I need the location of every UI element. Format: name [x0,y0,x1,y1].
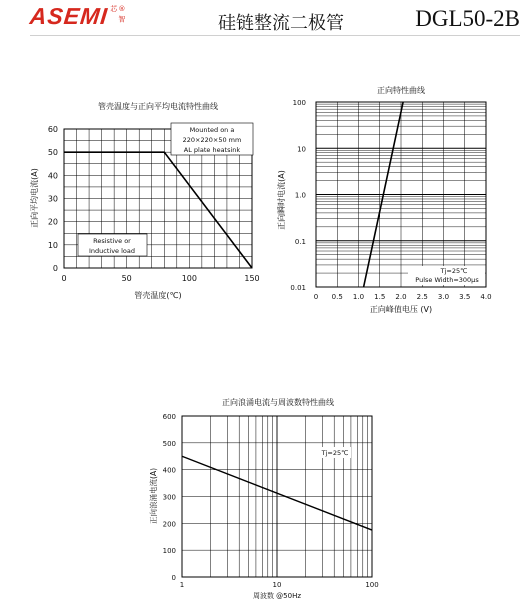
chart-grid [182,416,372,577]
x-axis-label: 周波数 @50Hz [252,592,302,600]
y-tick-label: 200 [162,520,176,529]
annotation-load-2: Inductive load [88,247,136,255]
y-tick-label: 500 [162,439,176,448]
x-tick-label: 100 [365,581,379,589]
axis-ticks [163,413,379,589]
y-tick-label: 100 [162,547,176,556]
x-tick-label: 50 [121,274,132,283]
y-axis-label: 正向瞬时电流(A) [277,170,286,230]
x-tick-label: 3.0 [437,293,450,301]
x-tick-label: 3.5 [459,293,471,301]
x-tick-label: 1.5 [374,293,386,301]
x-tick-label: 4.0 [480,293,492,301]
x-axis-label: 正向峰值电压 (V) [369,305,433,314]
asemi-logo [30,4,126,28]
y-tick-label: 50 [47,148,58,158]
forward-characteristic-chart [270,80,510,320]
annotation-pulse: Pulse Width=300μs [415,276,479,284]
temp-current-chart [25,95,265,315]
annotation-mounting-2: 220×220×50 mm [182,136,242,144]
x-axis-label: 管壳温度(℃) [134,291,182,300]
annotation-load-1: Resistive or [93,237,131,245]
logo-subtext: ® 智芯 [109,5,126,23]
y-axis-label: 正向浪涌电流(A) [149,468,158,524]
y-tick-label: 10 [47,240,58,250]
document-title: 硅链整流二极管 [218,13,344,34]
y-axis-label: 正向平均电流(A) [30,168,39,228]
surge-current-chart [145,390,395,608]
y-tick-label: 0 [52,264,58,273]
chart-grid [316,102,486,287]
y-tick-label: 100 [292,99,306,107]
header-divider [30,35,520,36]
y-tick-label: 1.0 [294,191,306,200]
chart-title: 正向浪涌电流与周波数特性曲线 [222,398,334,407]
y-tick-label: 10 [297,145,306,154]
chart-title: 正向特性曲线 [377,86,425,95]
y-tick-label: 40 [47,171,58,181]
y-tick-label: 300 [162,493,176,502]
y-tick-label: 20 [47,217,58,227]
annotation-mounting-3: AL plate heatsink [183,146,241,154]
x-tick-label: 150 [244,274,260,283]
annotation-tj: Tj=25℃ [321,449,349,457]
x-tick-label: 1.0 [352,293,365,301]
x-tick-label: 0 [313,293,319,301]
x-tick-label: 2.5 [416,293,428,301]
annotation-mounting-1: Mounted on a [189,126,235,134]
y-tick-label: 0.1 [294,237,306,246]
x-tick-label: 0.5 [331,293,343,301]
y-tick-label: 600 [162,413,176,421]
model-number: DGL50-2B [415,6,520,31]
x-tick-label: 1 [179,581,185,589]
x-tick-label: 2.0 [395,293,407,301]
x-tick-label: 0 [61,274,67,283]
y-tick-label: 0.01 [290,284,306,292]
x-tick-label: 10 [272,581,282,589]
y-tick-label: 400 [162,466,176,475]
logo-text: ASEMI [28,3,110,29]
chart-title: 管壳温度与正向平均电流特性曲线 [98,102,218,111]
y-tick-label: 30 [47,194,58,204]
y-tick-label: 60 [47,125,58,134]
y-tick-label: 0 [171,574,176,582]
x-tick-label: 100 [181,274,197,283]
annotation-tj: Tj=25℃ [440,267,468,275]
